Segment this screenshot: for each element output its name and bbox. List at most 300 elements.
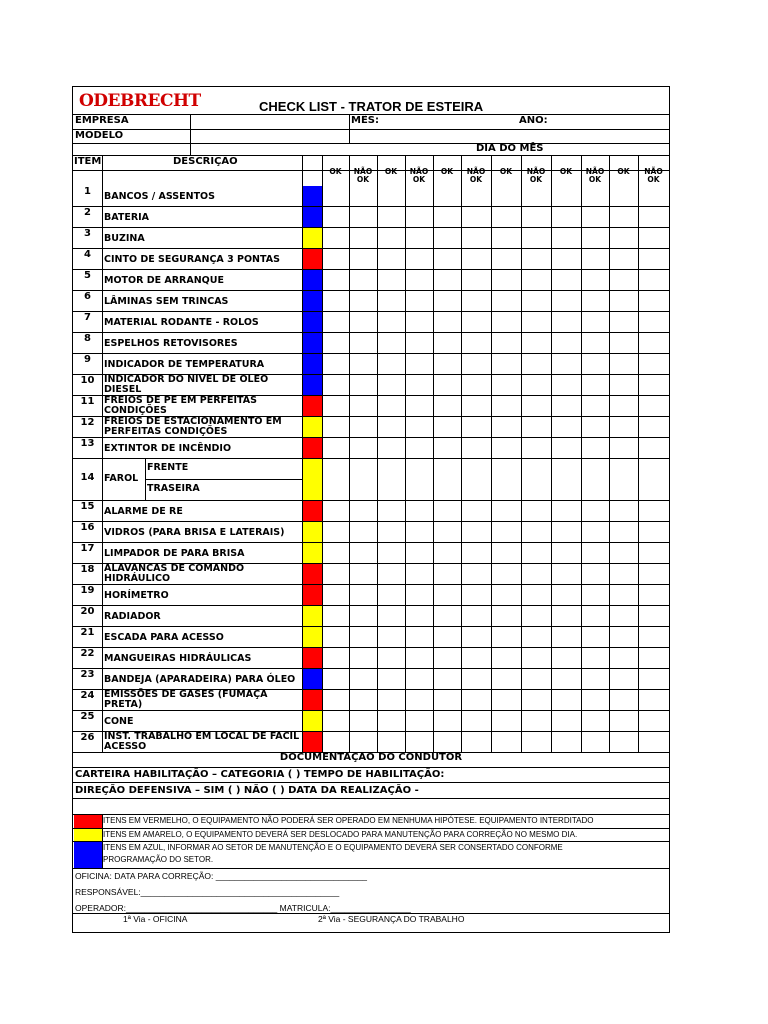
check-cell[interactable] <box>552 606 581 626</box>
check-cell[interactable] <box>522 732 551 752</box>
check-cell[interactable] <box>323 585 349 605</box>
check-cell[interactable] <box>350 501 377 521</box>
check-cell[interactable] <box>582 375 609 395</box>
check-cell[interactable] <box>378 375 405 395</box>
check-cell[interactable] <box>610 354 638 374</box>
check-cell[interactable] <box>462 354 491 374</box>
check-cell[interactable] <box>492 333 521 353</box>
check-cell[interactable] <box>378 669 405 689</box>
check-cell[interactable] <box>434 228 461 248</box>
check-cell[interactable] <box>323 291 349 311</box>
check-cell[interactable] <box>378 312 405 332</box>
check-cell[interactable] <box>552 375 581 395</box>
check-cell[interactable] <box>323 711 349 731</box>
check-cell[interactable] <box>434 459 461 500</box>
check-cell[interactable] <box>434 270 461 290</box>
check-cell[interactable] <box>610 669 638 689</box>
check-cell[interactable] <box>552 711 581 731</box>
check-cell[interactable] <box>492 690 521 710</box>
check-cell[interactable] <box>462 522 491 542</box>
check-cell[interactable] <box>350 522 377 542</box>
check-cell[interactable] <box>582 711 609 731</box>
check-cell[interactable] <box>323 648 349 668</box>
check-cell[interactable] <box>639 291 669 311</box>
check-cell[interactable] <box>582 333 609 353</box>
check-cell[interactable] <box>492 627 521 647</box>
check-cell[interactable] <box>522 333 551 353</box>
check-cell[interactable] <box>350 270 377 290</box>
check-cell[interactable] <box>522 417 551 437</box>
check-cell[interactable] <box>639 228 669 248</box>
check-cell[interactable] <box>582 606 609 626</box>
check-cell[interactable] <box>639 648 669 668</box>
check-cell[interactable] <box>378 585 405 605</box>
check-cell[interactable] <box>350 585 377 605</box>
check-cell[interactable] <box>610 606 638 626</box>
check-cell[interactable] <box>434 354 461 374</box>
check-cell[interactable] <box>406 564 433 584</box>
check-cell[interactable] <box>552 459 581 500</box>
check-cell[interactable] <box>434 627 461 647</box>
check-cell[interactable] <box>552 207 581 227</box>
check-cell[interactable] <box>610 249 638 269</box>
check-cell[interactable] <box>610 186 638 206</box>
check-cell[interactable] <box>639 606 669 626</box>
check-cell[interactable] <box>406 669 433 689</box>
check-cell[interactable] <box>610 333 638 353</box>
check-cell[interactable] <box>434 438 461 458</box>
check-cell[interactable] <box>406 291 433 311</box>
check-cell[interactable] <box>582 186 609 206</box>
check-cell[interactable] <box>378 228 405 248</box>
check-cell[interactable] <box>406 333 433 353</box>
check-cell[interactable] <box>492 732 521 752</box>
check-cell[interactable] <box>350 312 377 332</box>
check-cell[interactable] <box>552 396 581 416</box>
check-cell[interactable] <box>492 669 521 689</box>
check-cell[interactable] <box>378 438 405 458</box>
check-cell[interactable] <box>582 543 609 563</box>
check-cell[interactable] <box>639 354 669 374</box>
check-cell[interactable] <box>552 249 581 269</box>
check-cell[interactable] <box>350 690 377 710</box>
check-cell[interactable] <box>434 501 461 521</box>
check-cell[interactable] <box>350 375 377 395</box>
check-cell[interactable] <box>522 270 551 290</box>
check-cell[interactable] <box>406 354 433 374</box>
check-cell[interactable] <box>462 459 491 500</box>
check-cell[interactable] <box>434 186 461 206</box>
check-cell[interactable] <box>552 333 581 353</box>
check-cell[interactable] <box>639 417 669 437</box>
check-cell[interactable] <box>323 459 349 500</box>
check-cell[interactable] <box>492 312 521 332</box>
check-cell[interactable] <box>323 438 349 458</box>
check-cell[interactable] <box>378 732 405 752</box>
check-cell[interactable] <box>610 501 638 521</box>
check-cell[interactable] <box>639 375 669 395</box>
check-cell[interactable] <box>552 186 581 206</box>
check-cell[interactable] <box>406 186 433 206</box>
check-cell[interactable] <box>582 438 609 458</box>
check-cell[interactable] <box>552 291 581 311</box>
check-cell[interactable] <box>323 207 349 227</box>
check-cell[interactable] <box>552 564 581 584</box>
check-cell[interactable] <box>462 207 491 227</box>
check-cell[interactable] <box>323 375 349 395</box>
check-cell[interactable] <box>492 249 521 269</box>
check-cell[interactable] <box>406 690 433 710</box>
check-cell[interactable] <box>582 207 609 227</box>
check-cell[interactable] <box>323 669 349 689</box>
check-cell[interactable] <box>350 438 377 458</box>
check-cell[interactable] <box>639 543 669 563</box>
check-cell[interactable] <box>462 333 491 353</box>
check-cell[interactable] <box>492 375 521 395</box>
check-cell[interactable] <box>610 312 638 332</box>
check-cell[interactable] <box>462 438 491 458</box>
check-cell[interactable] <box>552 627 581 647</box>
check-cell[interactable] <box>522 669 551 689</box>
check-cell[interactable] <box>462 648 491 668</box>
check-cell[interactable] <box>492 606 521 626</box>
check-cell[interactable] <box>582 291 609 311</box>
check-cell[interactable] <box>552 669 581 689</box>
check-cell[interactable] <box>639 438 669 458</box>
check-cell[interactable] <box>552 228 581 248</box>
check-cell[interactable] <box>378 711 405 731</box>
check-cell[interactable] <box>522 564 551 584</box>
check-cell[interactable] <box>582 522 609 542</box>
check-cell[interactable] <box>406 375 433 395</box>
check-cell[interactable] <box>582 690 609 710</box>
check-cell[interactable] <box>462 564 491 584</box>
check-cell[interactable] <box>350 333 377 353</box>
check-cell[interactable] <box>610 291 638 311</box>
check-cell[interactable] <box>378 354 405 374</box>
check-cell[interactable] <box>610 585 638 605</box>
check-cell[interactable] <box>492 186 521 206</box>
check-cell[interactable] <box>378 564 405 584</box>
check-cell[interactable] <box>462 585 491 605</box>
check-cell[interactable] <box>462 228 491 248</box>
check-cell[interactable] <box>522 249 551 269</box>
check-cell[interactable] <box>582 417 609 437</box>
check-cell[interactable] <box>522 459 551 500</box>
check-cell[interactable] <box>639 312 669 332</box>
check-cell[interactable] <box>610 648 638 668</box>
check-cell[interactable] <box>639 564 669 584</box>
check-cell[interactable] <box>378 606 405 626</box>
check-cell[interactable] <box>323 522 349 542</box>
check-cell[interactable] <box>462 669 491 689</box>
check-cell[interactable] <box>610 522 638 542</box>
check-cell[interactable] <box>610 627 638 647</box>
check-cell[interactable] <box>434 396 461 416</box>
check-cell[interactable] <box>434 711 461 731</box>
check-cell[interactable] <box>552 354 581 374</box>
check-cell[interactable] <box>552 522 581 542</box>
check-cell[interactable] <box>582 459 609 500</box>
check-cell[interactable] <box>350 648 377 668</box>
check-cell[interactable] <box>434 585 461 605</box>
check-cell[interactable] <box>323 249 349 269</box>
check-cell[interactable] <box>323 333 349 353</box>
check-cell[interactable] <box>610 732 638 752</box>
check-cell[interactable] <box>350 627 377 647</box>
check-cell[interactable] <box>378 627 405 647</box>
check-cell[interactable] <box>492 270 521 290</box>
check-cell[interactable] <box>522 543 551 563</box>
check-cell[interactable] <box>552 438 581 458</box>
check-cell[interactable] <box>492 354 521 374</box>
check-cell[interactable] <box>522 648 551 668</box>
check-cell[interactable] <box>378 417 405 437</box>
check-cell[interactable] <box>462 606 491 626</box>
check-cell[interactable] <box>492 459 521 500</box>
check-cell[interactable] <box>639 711 669 731</box>
check-cell[interactable] <box>350 291 377 311</box>
check-cell[interactable] <box>350 564 377 584</box>
check-cell[interactable] <box>610 564 638 584</box>
check-cell[interactable] <box>350 354 377 374</box>
check-cell[interactable] <box>639 186 669 206</box>
check-cell[interactable] <box>434 564 461 584</box>
check-cell[interactable] <box>522 627 551 647</box>
check-cell[interactable] <box>378 522 405 542</box>
check-cell[interactable] <box>582 228 609 248</box>
check-cell[interactable] <box>492 417 521 437</box>
check-cell[interactable] <box>582 396 609 416</box>
check-cell[interactable] <box>323 732 349 752</box>
check-cell[interactable] <box>323 312 349 332</box>
check-cell[interactable] <box>434 669 461 689</box>
check-cell[interactable] <box>406 417 433 437</box>
check-cell[interactable] <box>378 186 405 206</box>
check-cell[interactable] <box>434 690 461 710</box>
check-cell[interactable] <box>610 207 638 227</box>
check-cell[interactable] <box>522 291 551 311</box>
check-cell[interactable] <box>350 669 377 689</box>
check-cell[interactable] <box>462 249 491 269</box>
check-cell[interactable] <box>323 354 349 374</box>
check-cell[interactable] <box>492 396 521 416</box>
check-cell[interactable] <box>434 207 461 227</box>
check-cell[interactable] <box>462 417 491 437</box>
check-cell[interactable] <box>492 585 521 605</box>
check-cell[interactable] <box>639 585 669 605</box>
check-cell[interactable] <box>610 396 638 416</box>
check-cell[interactable] <box>610 270 638 290</box>
check-cell[interactable] <box>610 711 638 731</box>
check-cell[interactable] <box>378 291 405 311</box>
check-cell[interactable] <box>434 375 461 395</box>
check-cell[interactable] <box>434 312 461 332</box>
check-cell[interactable] <box>552 732 581 752</box>
check-cell[interactable] <box>522 375 551 395</box>
check-cell[interactable] <box>582 501 609 521</box>
check-cell[interactable] <box>462 690 491 710</box>
check-cell[interactable] <box>582 312 609 332</box>
check-cell[interactable] <box>582 669 609 689</box>
check-cell[interactable] <box>639 627 669 647</box>
check-cell[interactable] <box>610 543 638 563</box>
check-cell[interactable] <box>610 375 638 395</box>
check-cell[interactable] <box>434 417 461 437</box>
check-cell[interactable] <box>406 438 433 458</box>
check-cell[interactable] <box>350 417 377 437</box>
check-cell[interactable] <box>582 354 609 374</box>
check-cell[interactable] <box>552 417 581 437</box>
check-cell[interactable] <box>552 543 581 563</box>
check-cell[interactable] <box>323 564 349 584</box>
check-cell[interactable] <box>323 396 349 416</box>
check-cell[interactable] <box>462 291 491 311</box>
check-cell[interactable] <box>610 417 638 437</box>
check-cell[interactable] <box>323 627 349 647</box>
check-cell[interactable] <box>406 207 433 227</box>
check-cell[interactable] <box>639 522 669 542</box>
check-cell[interactable] <box>462 270 491 290</box>
check-cell[interactable] <box>406 585 433 605</box>
check-cell[interactable] <box>462 627 491 647</box>
check-cell[interactable] <box>522 522 551 542</box>
check-cell[interactable] <box>492 291 521 311</box>
check-cell[interactable] <box>378 501 405 521</box>
check-cell[interactable] <box>406 501 433 521</box>
check-cell[interactable] <box>522 228 551 248</box>
check-cell[interactable] <box>639 501 669 521</box>
check-cell[interactable] <box>639 690 669 710</box>
check-cell[interactable] <box>522 501 551 521</box>
check-cell[interactable] <box>406 606 433 626</box>
check-cell[interactable] <box>492 711 521 731</box>
check-cell[interactable] <box>378 333 405 353</box>
check-cell[interactable] <box>639 270 669 290</box>
check-cell[interactable] <box>378 690 405 710</box>
check-cell[interactable] <box>610 438 638 458</box>
check-cell[interactable] <box>462 501 491 521</box>
check-cell[interactable] <box>639 249 669 269</box>
check-cell[interactable] <box>378 207 405 227</box>
check-cell[interactable] <box>522 585 551 605</box>
check-cell[interactable] <box>522 354 551 374</box>
check-cell[interactable] <box>406 627 433 647</box>
check-cell[interactable] <box>492 438 521 458</box>
check-cell[interactable] <box>323 270 349 290</box>
check-cell[interactable] <box>462 396 491 416</box>
check-cell[interactable] <box>378 459 405 500</box>
check-cell[interactable] <box>323 417 349 437</box>
check-cell[interactable] <box>406 732 433 752</box>
check-cell[interactable] <box>434 543 461 563</box>
check-cell[interactable] <box>406 270 433 290</box>
check-cell[interactable] <box>492 648 521 668</box>
check-cell[interactable] <box>323 186 349 206</box>
check-cell[interactable] <box>522 690 551 710</box>
check-cell[interactable] <box>462 186 491 206</box>
check-cell[interactable] <box>350 228 377 248</box>
check-cell[interactable] <box>323 543 349 563</box>
check-cell[interactable] <box>350 711 377 731</box>
check-cell[interactable] <box>552 585 581 605</box>
check-cell[interactable] <box>406 543 433 563</box>
check-cell[interactable] <box>323 690 349 710</box>
check-cell[interactable] <box>522 186 551 206</box>
check-cell[interactable] <box>552 312 581 332</box>
check-cell[interactable] <box>434 606 461 626</box>
check-cell[interactable] <box>350 396 377 416</box>
check-cell[interactable] <box>406 522 433 542</box>
check-cell[interactable] <box>406 249 433 269</box>
check-cell[interactable] <box>582 585 609 605</box>
check-cell[interactable] <box>639 732 669 752</box>
check-cell[interactable] <box>492 501 521 521</box>
check-cell[interactable] <box>462 375 491 395</box>
check-cell[interactable] <box>552 501 581 521</box>
check-cell[interactable] <box>610 228 638 248</box>
check-cell[interactable] <box>522 711 551 731</box>
check-cell[interactable] <box>522 606 551 626</box>
check-cell[interactable] <box>582 270 609 290</box>
check-cell[interactable] <box>552 648 581 668</box>
check-cell[interactable] <box>582 564 609 584</box>
check-cell[interactable] <box>462 312 491 332</box>
check-cell[interactable] <box>492 564 521 584</box>
check-cell[interactable] <box>522 207 551 227</box>
check-cell[interactable] <box>350 732 377 752</box>
check-cell[interactable] <box>492 228 521 248</box>
check-cell[interactable] <box>378 648 405 668</box>
check-cell[interactable] <box>434 522 461 542</box>
check-cell[interactable] <box>323 606 349 626</box>
check-cell[interactable] <box>350 459 377 500</box>
check-cell[interactable] <box>462 543 491 563</box>
check-cell[interactable] <box>639 459 669 500</box>
check-cell[interactable] <box>406 648 433 668</box>
check-cell[interactable] <box>639 207 669 227</box>
check-cell[interactable] <box>582 732 609 752</box>
check-cell[interactable] <box>434 333 461 353</box>
check-cell[interactable] <box>323 501 349 521</box>
check-cell[interactable] <box>462 732 491 752</box>
check-cell[interactable] <box>350 249 377 269</box>
check-cell[interactable] <box>582 249 609 269</box>
check-cell[interactable] <box>552 690 581 710</box>
check-cell[interactable] <box>350 207 377 227</box>
check-cell[interactable] <box>582 648 609 668</box>
check-cell[interactable] <box>492 522 521 542</box>
check-cell[interactable] <box>610 459 638 500</box>
check-cell[interactable] <box>582 627 609 647</box>
check-cell[interactable] <box>492 543 521 563</box>
check-cell[interactable] <box>406 396 433 416</box>
check-cell[interactable] <box>434 648 461 668</box>
check-cell[interactable] <box>350 186 377 206</box>
check-cell[interactable] <box>406 312 433 332</box>
check-cell[interactable] <box>378 543 405 563</box>
check-cell[interactable] <box>639 333 669 353</box>
check-cell[interactable] <box>378 396 405 416</box>
check-cell[interactable] <box>434 249 461 269</box>
check-cell[interactable] <box>462 711 491 731</box>
check-cell[interactable] <box>434 291 461 311</box>
check-cell[interactable] <box>552 270 581 290</box>
check-cell[interactable] <box>406 228 433 248</box>
check-cell[interactable] <box>639 396 669 416</box>
check-cell[interactable] <box>378 249 405 269</box>
check-cell[interactable] <box>522 438 551 458</box>
